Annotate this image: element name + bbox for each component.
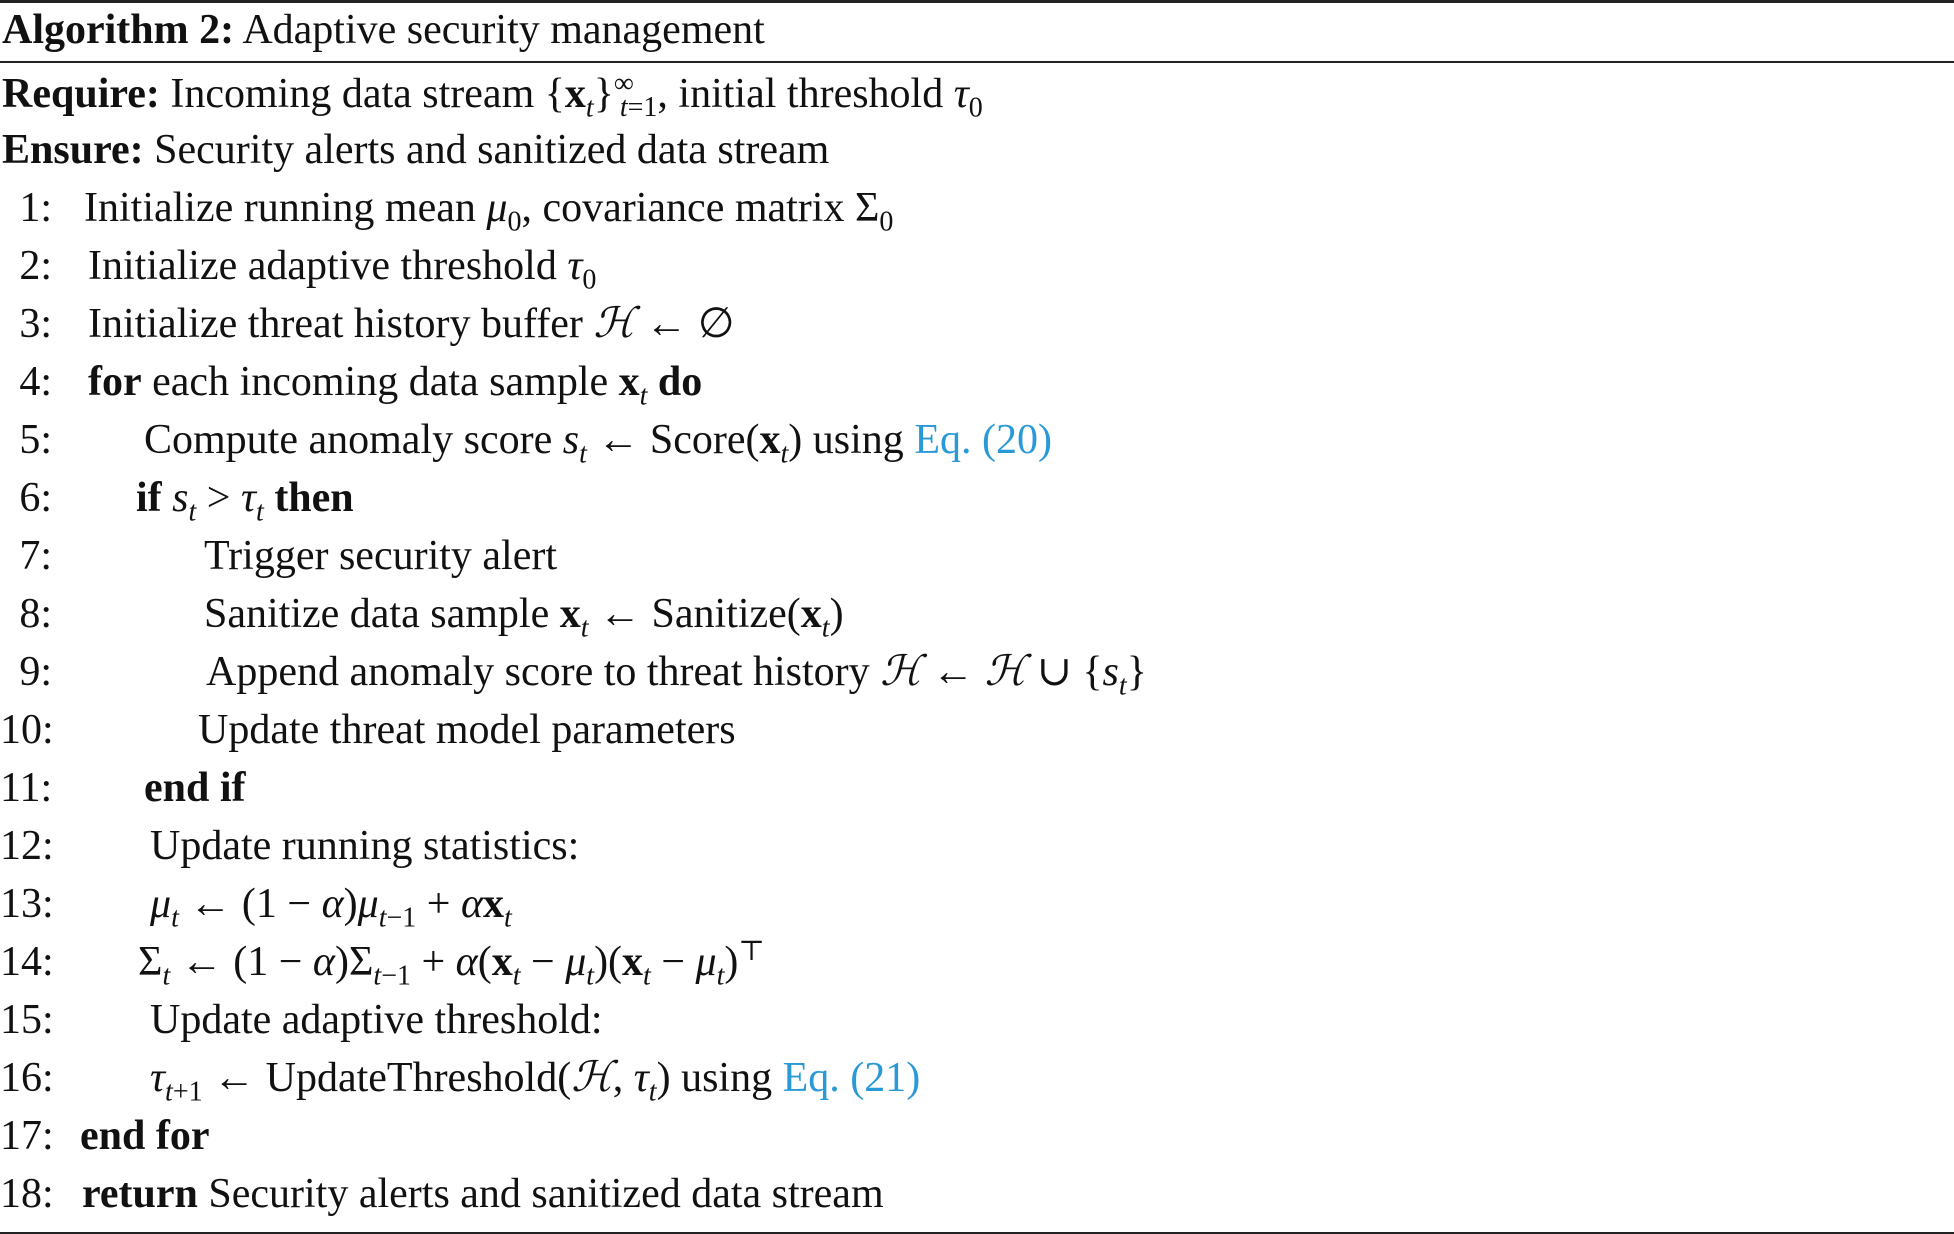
line-text: Initialize threat history buffer (88, 301, 583, 347)
require-label: Require: (2, 71, 160, 117)
line-number: 1: (19, 185, 52, 231)
line-number: 14: (0, 939, 54, 985)
line-number: 12: (0, 823, 54, 869)
keyword: then (274, 475, 354, 521)
covariance-update-formula: $\Sigma_t$ ← $(1 - \alpha)\Sigma_{t-1} + \alpha(x_t - \mu_t)(x_t - \mu_t)^⊤$ (138, 936, 765, 992)
line-text: Compute anomaly score (144, 417, 553, 463)
line-number: 5: (19, 417, 52, 463)
line-number: 6: (19, 475, 52, 521)
mean-update-formula: $\mu_t$ ← $(1 - \alpha)\mu_{t-1} + \alpha x_t$ (150, 881, 512, 934)
line-text: Sanitize data sample (204, 591, 550, 637)
line-text: Update running statistics: (150, 823, 580, 869)
line-number: 9: (19, 649, 52, 695)
mid-rule (0, 61, 1954, 63)
top-rule (0, 0, 1954, 3)
ensure-text: Security alerts and sanitized data stream (154, 127, 830, 173)
line-number: 13: (0, 881, 54, 927)
require-post: , initial threshold (657, 71, 944, 117)
algorithm-title (2, 5, 765, 55)
line-text-mid: , covariance matrix (521, 185, 845, 231)
line-number: 2: (19, 243, 52, 289)
ensure-label: Ensure: (2, 127, 144, 173)
algorithm-label: Algorithm 2: (2, 7, 235, 53)
line-number: 16: (0, 1055, 54, 1101)
line-number: 18: (0, 1171, 54, 1217)
require-text: Incoming data stream (170, 71, 535, 117)
function-name: UpdateThreshold (265, 1055, 558, 1101)
line-text: Update adaptive threshold: (150, 997, 603, 1043)
line-text: each incoming data sample (152, 359, 609, 405)
equation-link[interactable]: Eq. (20) (914, 417, 1052, 463)
line-text-post: using (681, 1055, 773, 1101)
line-number: 3: (19, 301, 52, 347)
line-text: Initialize adaptive threshold (88, 243, 557, 289)
line-text-post: using (812, 417, 904, 463)
line-number: 8: (19, 591, 52, 637)
keyword: end for (80, 1113, 210, 1159)
keyword: return (82, 1171, 198, 1217)
line-number: 10: (0, 707, 54, 753)
function-name: Sanitize (651, 591, 787, 637)
line-text: Update threat model parameters (198, 707, 736, 753)
function-name: Score (649, 417, 746, 463)
equation-link[interactable]: Eq. (21) (782, 1055, 921, 1101)
line-text: Initialize running mean (84, 185, 476, 231)
line-text: Append anomaly score to threat history (206, 649, 870, 695)
line-number: 15: (0, 997, 54, 1043)
line-number: 11: (0, 765, 53, 811)
keyword: for (88, 359, 142, 405)
line-number: 4: (19, 359, 52, 405)
keyword: end if (144, 765, 246, 811)
line-number: 17: (0, 1113, 54, 1159)
keyword: if (136, 475, 162, 521)
algorithm-name: Adaptive security management (242, 7, 765, 53)
line-text: Trigger security alert (204, 533, 558, 579)
line-text: Security alerts and sanitized data stream (208, 1171, 884, 1217)
keyword: do (657, 359, 703, 405)
line-number: 7: (19, 533, 52, 579)
